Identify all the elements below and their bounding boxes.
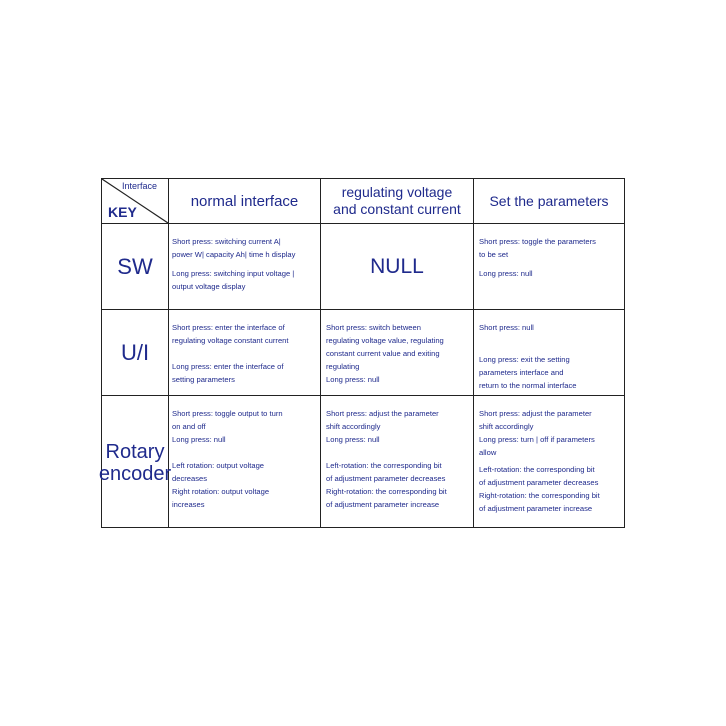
rotary-regulating-long: Long press: null xyxy=(326,435,380,444)
header-regulating: regulating voltage and constant current xyxy=(333,184,461,217)
key-sw: SW xyxy=(117,253,153,279)
rotary-normal-right: Right rotation: output voltage increases xyxy=(172,487,270,509)
row-divider xyxy=(102,309,624,310)
ui-normal-short: Short press: enter the interface of regulating voltage constant current xyxy=(172,323,289,345)
ui-set-cell xyxy=(479,321,624,392)
corner-cell xyxy=(102,179,168,223)
key-label: KEY xyxy=(108,204,137,220)
sw-normal-cell xyxy=(172,235,320,293)
rotary-set-left: Left-rotation: the corresponding bit of adjustment parameter decreases xyxy=(479,465,599,487)
sw-set-long: Long press: null xyxy=(479,269,533,278)
key-ui: U/I xyxy=(120,339,150,365)
rotary-regulating-left: Left-rotation: the corresponding bit of adjustment parameter decreases xyxy=(326,461,446,483)
sw-normal-long: Long press: switching input voltage | output voltage display xyxy=(172,269,295,291)
sw-set-short: Short press: toggle the parameters to be set xyxy=(479,237,596,259)
rotary-set-right: Right-rotation: the corresponding bit of adjustment parameter increase xyxy=(479,491,600,513)
rotary-set-short: Short press: adjust the parameter shift accordingly xyxy=(479,409,592,431)
ui-normal-long: Long press: enter the interface of setting parameters xyxy=(172,362,284,384)
rotary-regulating-short: Short press: adjust the parameter shift accordingly xyxy=(326,409,439,431)
rotary-normal-cell xyxy=(172,407,320,511)
key-rotary-encoder: Rotary encoder xyxy=(98,440,172,485)
header-set-parameters: Set the parameters xyxy=(489,192,609,209)
ui-set-long: Long press: exit the setting parameters interface and return to the normal interface xyxy=(479,355,577,390)
rotary-regulating-right: Right-rotation: the corresponding bit of adjustment parameter increase xyxy=(326,487,447,509)
key-function-table xyxy=(98,178,625,528)
rotary-normal-short: Short press: toggle output to turn on and off xyxy=(172,409,283,431)
ui-set-short: Short press: null xyxy=(479,323,534,332)
column-divider xyxy=(473,179,474,527)
ui-regulating-long: Long press: null xyxy=(326,375,380,384)
interface-label: Interface xyxy=(122,181,158,191)
rotary-set-cell xyxy=(479,407,624,515)
sw-regulating-null: NULL xyxy=(370,254,424,278)
sw-set-cell xyxy=(479,235,624,280)
rotary-normal-left: Left rotation: output voltage decreases xyxy=(172,461,265,483)
ui-regulating-cell xyxy=(326,321,473,386)
row-divider xyxy=(102,395,624,396)
rotary-normal-long: Long press: null xyxy=(172,435,226,444)
sw-normal-short: Short press: switching current A| power W| capacity Ah| time h display xyxy=(172,237,296,259)
ui-regulating-short: Short press: switch between regulating voltage value, regulating constant current value and exiting regulating xyxy=(326,323,444,371)
rotary-set-long: Long press: turn | off if parameters allow xyxy=(479,435,595,457)
ui-normal-cell xyxy=(172,321,320,386)
rotary-regulating-cell xyxy=(326,407,473,511)
header-normal-interface: normal interface xyxy=(190,192,299,210)
